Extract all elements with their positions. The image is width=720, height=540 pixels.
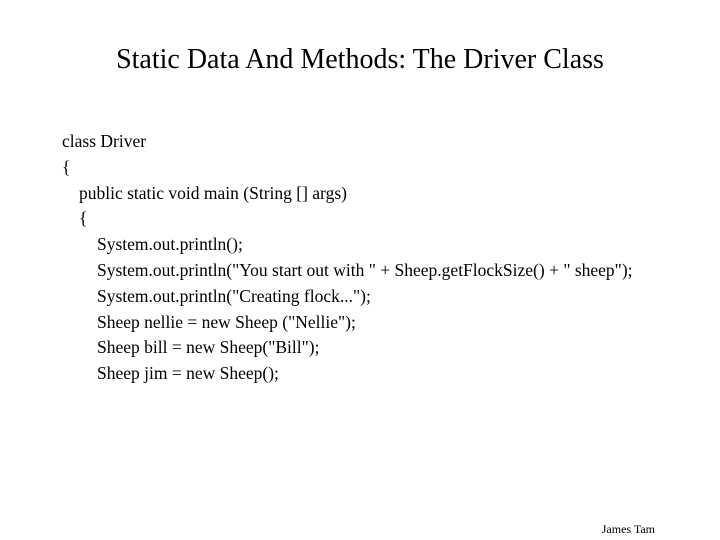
code-line — [62, 206, 702, 232]
code-line-text: System.out.println("Creating flock..."); — [97, 285, 371, 306]
code-line — [62, 310, 702, 336]
code-line — [62, 284, 702, 310]
code-line-text: { — [62, 156, 71, 177]
slide-title: Static Data And Methods: The Driver Class — [116, 44, 604, 75]
code-line-text: Sheep nellie = new Sheep ("Nellie"); — [97, 311, 356, 332]
code-line — [62, 361, 702, 387]
code-line-text: class Driver — [62, 131, 147, 151]
code-line — [62, 129, 702, 155]
slide-footer-author: James Tam — [601, 522, 655, 536]
code-line — [62, 155, 702, 181]
code-line — [62, 181, 702, 207]
code-line-text: Sheep jim = new Sheep(); — [97, 363, 279, 384]
code-line-text: System.out.println("You start out with " + Sheep.getFlockSize() + " sheep"); — [97, 259, 633, 280]
code-line — [62, 258, 702, 284]
code-line — [62, 232, 702, 258]
code-line — [62, 335, 702, 361]
code-line-text: Sheep bill = new Sheep("Bill"); — [97, 337, 320, 358]
code-line-text: { — [79, 208, 88, 229]
code-line-text: System.out.println(); — [97, 234, 243, 255]
code-block — [62, 129, 702, 387]
code-line-text: public static void main (String [] args) — [79, 182, 347, 203]
